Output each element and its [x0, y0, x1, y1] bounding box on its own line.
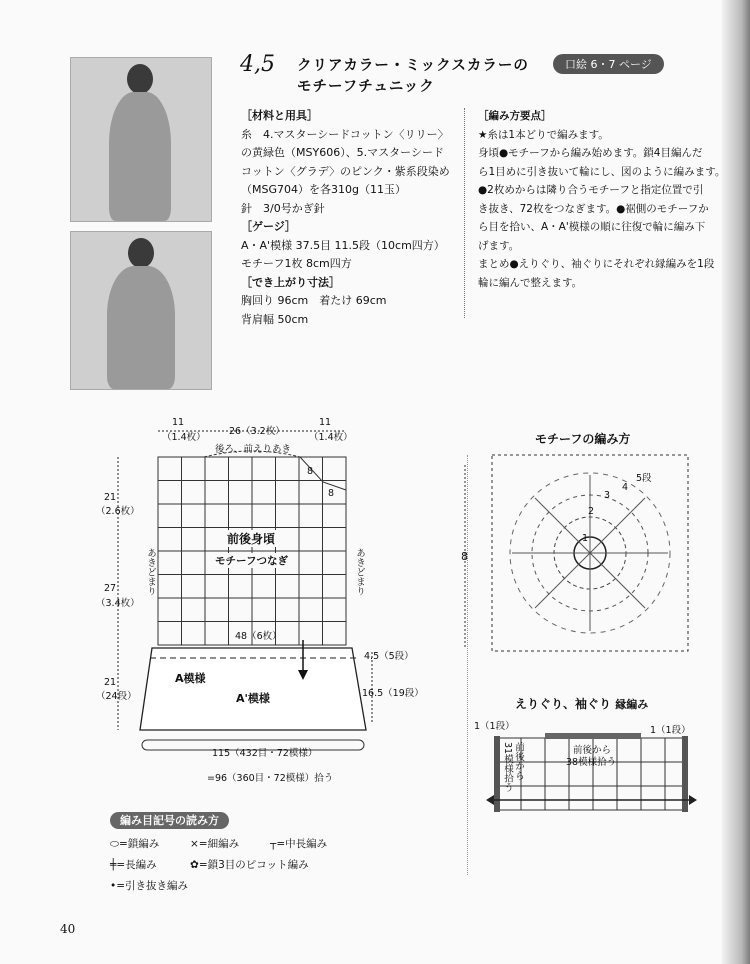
dim-top-right-sub: （1.4枚） — [309, 432, 353, 443]
dim-left-21: 21 — [104, 492, 117, 503]
motif-round-4: 4 — [622, 482, 629, 493]
stitch-legend — [110, 812, 328, 892]
motif-round-1: 1 — [582, 533, 589, 544]
gauge-line: モチーフ1枚 8cm四方 — [241, 257, 352, 270]
body-width: 48（6枚） — [235, 631, 282, 642]
instruction-line: 輪に編んで整えます。 — [478, 276, 583, 289]
legend-slip-text: =引き抜き編み — [116, 880, 189, 892]
instruction-line: 身頃●モチーフから編み始めます。鎖4目編んだ — [478, 147, 703, 159]
neck-depth-8a: 8 — [307, 466, 314, 477]
edging-pickup-left-a: 前後から — [513, 742, 524, 780]
edging-pickup-top-b: 38模様拾う — [566, 757, 617, 768]
gauge-heading: ［ゲージ］ — [241, 220, 296, 233]
motif-round-3: 3 — [604, 490, 611, 501]
instruction-line: げます。 — [478, 239, 520, 252]
materials-line: 糸 4.マスターシードコットン〈リリー〉 — [241, 127, 449, 141]
neck-opening-label: 後ろ、前えりあき — [215, 444, 292, 455]
dim-right-45: 4.5（5段） — [364, 651, 414, 662]
materials-line: コットン〈グラデ〉のピンク・紫系段染め — [241, 164, 450, 178]
legend-hdc-text: =中長編み — [276, 838, 328, 850]
dim-top-right: 11 — [319, 417, 332, 428]
legend-title: 編み目記号の読み方 — [110, 812, 229, 829]
legend-dc-text: =長編み — [116, 859, 157, 871]
edging-pickup-top-a: 前後から — [573, 745, 612, 756]
size-line: 背肩幅 50cm — [241, 312, 309, 326]
instruction-line: まとめ●えりぐり、袖ぐりにそれぞれ縁編みを1段 — [478, 258, 715, 270]
body-subtitle: モチーフつなぎ — [215, 555, 288, 567]
armhole-label-right: あきどまり — [354, 548, 365, 596]
edging-title — [515, 695, 648, 712]
legend-chain: ⬭=鎖編み — [110, 838, 160, 850]
materials-heading: ［材料と用具］ — [241, 109, 318, 122]
page-reference-badge: 口絵 6・7 ページ — [553, 54, 664, 74]
section-divider — [467, 455, 468, 875]
project-title-line1: クリアカラー・ミックスカラーの — [297, 58, 529, 74]
edging-pickup-left-b: 31模様拾う — [502, 742, 513, 793]
instruction-line: ら1目めに引き抜いて輪にし、図のように編みます。 — [478, 165, 726, 178]
pattern-a2-label: A'模様 — [236, 692, 270, 705]
motif-size: 8 — [461, 550, 468, 563]
edging-right-row: 1（1段） — [650, 725, 691, 736]
legend-picot-text: =鎖3目のピコット編み — [198, 859, 309, 871]
pattern-a-label: A模様 — [175, 672, 206, 685]
project-number: 4,5 — [240, 52, 275, 77]
neck-depth-8b: 8 — [328, 488, 335, 499]
motif-round-5: 5段 — [636, 473, 652, 484]
dim-left-21-sub: （2.6枚） — [96, 506, 140, 517]
size-line: 胸回り 96cm 着たけ 69cm — [241, 294, 387, 307]
motif-title: モチーフの編み方 — [535, 432, 631, 446]
project-title-line2: モチーフチュニック — [297, 79, 435, 95]
instructions-heading: ［編み方要点］ — [478, 110, 552, 122]
dim-left-21b-sub: （24段） — [96, 691, 137, 702]
dim-left-21b: 21 — [104, 677, 117, 688]
instruction-line: き抜き、72枚をつなぎます。●裾側のモチーフか — [478, 202, 709, 215]
materials-line: （MSG704）を各310g（11玉） — [241, 183, 406, 196]
armhole-label-left: あきどまり — [145, 548, 156, 596]
instruction-line: ●2枚めからは隣り合うモチーフと指定位置で引 — [478, 184, 704, 196]
page-number: 40 — [60, 922, 76, 936]
edging-title-text: えりぐり、袖ぐり — [515, 697, 612, 711]
size-heading: ［でき上がり寸法］ — [241, 275, 340, 289]
gauge-line: A・A'模様 37.5目 11.5段（10cm四方） — [241, 238, 445, 252]
instruction-line: ら目を拾い、A・A'模様の順に往復で輪に編み下 — [478, 221, 706, 233]
motif-round-2: 2 — [588, 506, 595, 517]
hem-dimension: 115（432目・72模様） — [212, 748, 318, 759]
dim-left-27: 27 — [104, 583, 117, 594]
legend-hdc: ┬=中長編み — [270, 838, 328, 850]
legend-picot: ✿=鎖3目のピコット編み — [190, 859, 309, 871]
legend-sc-text: ×=細編み — [190, 838, 240, 850]
instruction-line: ★糸は1本どりで編みます。 — [478, 128, 609, 141]
dim-top-left: 11 — [172, 417, 185, 428]
dim-left-27-sub: （3.4枚） — [96, 598, 140, 609]
body-title: 前後身頃 — [227, 532, 276, 546]
dim-right-165: 16.5（19段） — [362, 688, 424, 699]
dim-top-mid: 26（3.2枚） — [229, 426, 285, 437]
pickup-note: =96（360目・72模様）拾う — [207, 773, 334, 784]
dim-top-left-sub: （1.4枚） — [162, 432, 206, 443]
materials-line: の黄緑色（MSY606）、5.マスターシード — [241, 146, 444, 159]
edging-left-row: 1（1段） — [474, 721, 515, 732]
materials-line: 針 3/0号かぎ針 — [241, 201, 325, 215]
legend-dc: ╪=長編み — [110, 859, 157, 871]
legend-slip: •=引き抜き編み — [110, 880, 189, 892]
edging-title-bold: 縁編み — [615, 698, 649, 711]
legend-chain-text: =鎖編み — [118, 838, 160, 850]
legend-sc — [190, 836, 239, 851]
